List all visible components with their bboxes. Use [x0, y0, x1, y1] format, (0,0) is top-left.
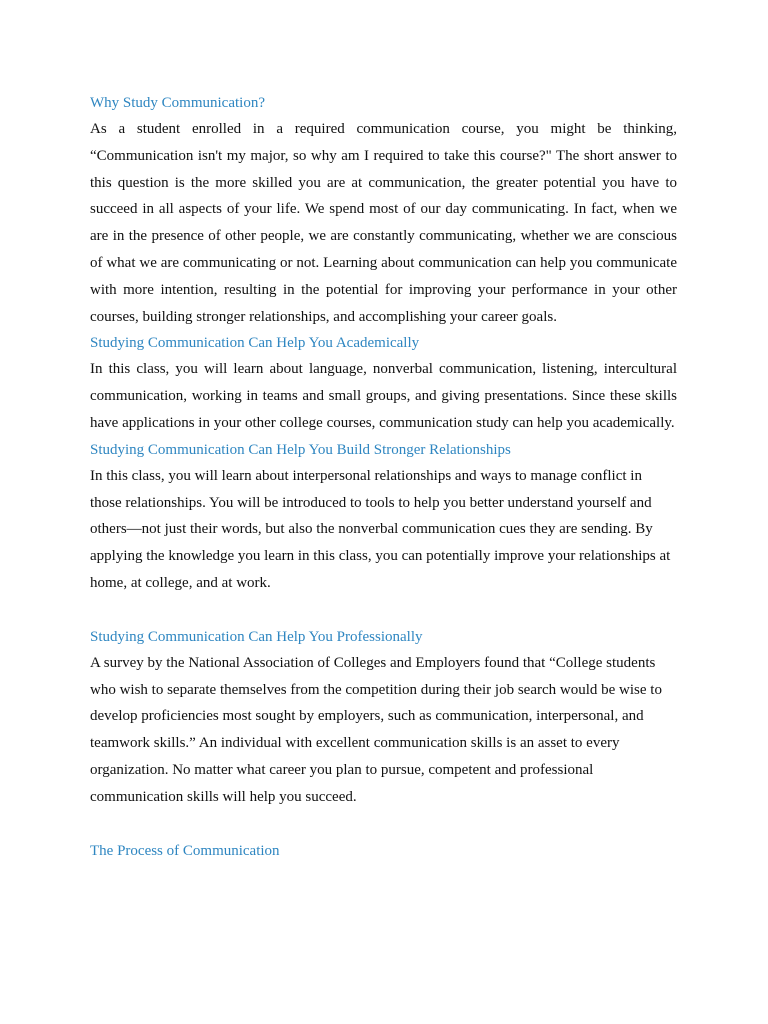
- section-heading-process: The Process of Communication: [90, 842, 280, 859]
- spacer: [90, 597, 677, 624]
- section-body-why-study: As a student enrolled in a required communication course, you might be thinking, “Communication isn't my major, so why am I required to take this course?" The short answer to this question is the more skilled you are at communication, the greater potential you have to succeed in all aspects of your life. We spend most of our day communicating. In fact, when we are in the presence of other people, we are constantly communicating, whether we are conscious of what we are communicating or not. Learning about communication can help you communicate with more intention, resulting in the potential for improving your performance in your other courses, building stronger relationships, and accomplishing your career goals.: [90, 121, 677, 325]
- section-heading-relationships: Studying Communication Can Help You Build Stronger Relationships: [90, 441, 511, 458]
- section-body-professionally: A survey by the National Association of Colleges and Employers found that “College students who wish to separate themselves from the competition during their job search would be wise to develop proficiencies most sought by employers, such as communication, interpersonal, and teamwork skills.” An individual with excellent communication skills is an asset to every organization. No matter what career you plan to pursue, competent and professional communication skills will help you succeed.: [90, 654, 662, 805]
- section-heading-academically: Studying Communication Can Help You Academically: [90, 335, 420, 352]
- section-heading-why-study: Why Study Communication?: [90, 95, 265, 111]
- section-heading-professionally: Studying Communication Can Help You Professionally: [90, 628, 423, 645]
- section-body-relationships: In this class, you will learn about interpersonal relationships and ways to manage conflict in those relationships. You will be introduced to tools to help you better understand yourself and others—not just their words, but also the nonverbal communication cues they are sending. By applying the knowledge you learn in this class, you can potentially improve your relationships at home, at college, and at work.: [90, 467, 671, 591]
- section-body-academically: In this class, you will learn about language, nonverbal communication, listening, intercultural communication, working in teams and small groups, and giving presentations. Since these skills have applications in your other college courses, communication study can help you academically.: [90, 361, 677, 431]
- document-page: [90, 90, 677, 864]
- spacer: [90, 811, 677, 838]
